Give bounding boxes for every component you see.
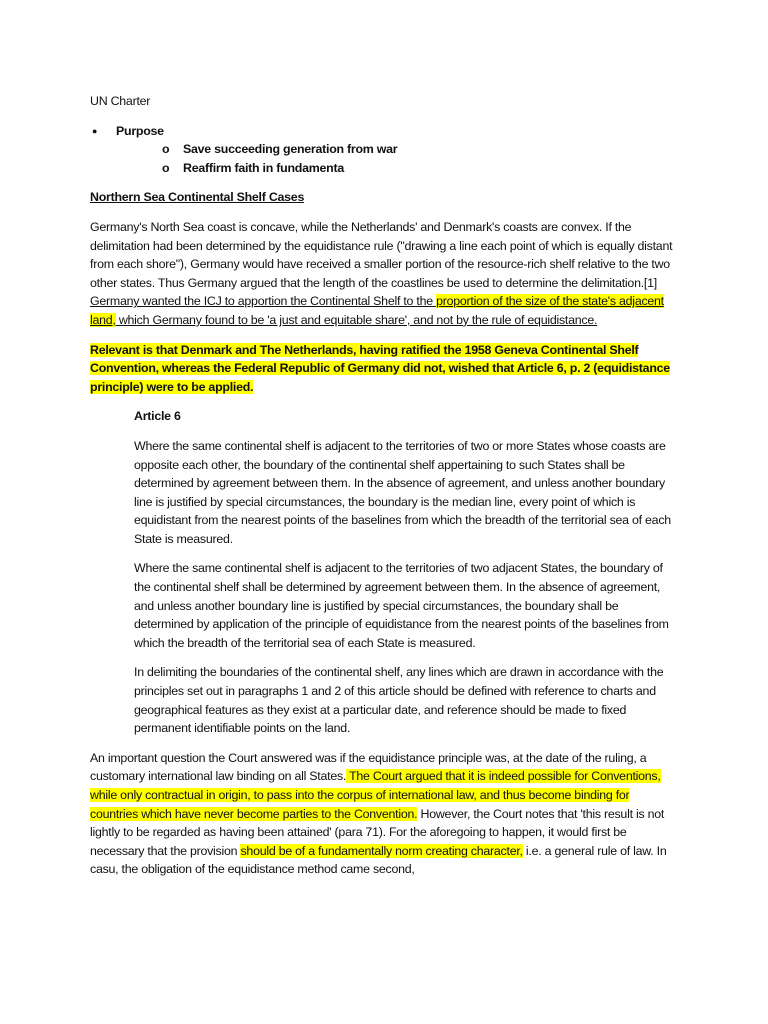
article-paragraph-2: Where the same continental shelf is adjacent to the territories of two adjacent States, the boundary of the continental shelf shall be determined by agreement between them. In the absence of agreement, and unless another boundary line is justified by special circumstances, the boundary shall be determined by application of the principle of equidistance from the nearest points of the baselines from which the breadth of the territorial sea of each State is measured. <box>134 561 669 650</box>
paragraph-germany-coast <box>90 218 676 330</box>
para1-text: Germany's North Sea coast is concave, while the Netherlands' and Denmark's coasts are convex. If the delimitation had been determined by the equidistance rule ("drawing a line each point of which is equally distant from each shore"), Germany would have received a smaller portion of the resource-rich shelf relative to the two other states. Thus Germany argued that the length of the coastlines be used to determine the delimitation.[1] <box>90 219 673 290</box>
article-paragraph-3: In delimiting the boundaries of the continental shelf, any lines which are drawn in accordance with the principles set out in paragraphs 1 and 2 of this article should be defined with reference to charts and geographical features as they exist at a particular date, and reference should be made to fixed permanent identifiable points on the land. <box>134 665 664 736</box>
sub-bullet-item: o Save succeeding generation from war <box>162 140 676 159</box>
article-paragraph-1: Where the same continental shelf is adjacent to the territories of two or more States whose coasts are opposite each other, the boundary of the continental shelf appertaining to such States shall be determined by agreement between them. In the absence of agreement, and unless another boundary line is justified by special circumstances, the boundary is the median line, every point of which is equidistant from the nearest points of the baselines from which the breadth of the territorial sea of each State is measured. <box>134 438 671 546</box>
bullet-purpose <box>90 122 676 178</box>
paragraph-relevant <box>90 341 676 397</box>
sub-bullet-list <box>116 140 676 177</box>
para3-text-2: However, the Court notes that 'this result is not lightly to be regarded as having been attained' (para 71). For the aforegoing to happen, it would first be necessary that the provision <box>90 806 665 858</box>
para1-underlined-2: which Germany found to be 'a just and equitable share', and not by the rule of equidistance. <box>115 312 598 327</box>
document-page <box>90 92 676 890</box>
para2-highlighted: Relevant is that Denmark and The Netherlands, having ratified the 1958 Geneva Continental Shelf Convention, whereas the Federal Republic of Germany did not, wished that Article 6, p. 2 (equidistance principle) were to be applied. <box>90 342 670 394</box>
para3-highlight-2: should be of a fundamentally norm creating character, <box>240 843 523 858</box>
para3-text-1: An important question the Court answered was if the equidistance principle was, at the date of the ruling, a customary international law binding on all States. <box>90 750 647 784</box>
heading-un-charter: UN Charter <box>90 94 151 108</box>
bullet-list <box>90 122 676 178</box>
sub-bullet-item: o Reaffirm faith in fundamenta <box>162 159 676 178</box>
para3-highlight-1: The Court argued that it is indeed possible for Conventions, while only contractual in origin, to pass into the corpus of international law, and thus become binding for countries which have never become parties to the Convention. <box>90 769 661 821</box>
section-title: Northern Sea Continental Shelf Cases <box>90 190 305 205</box>
para1-highlighted-underlined: proportion of the size of the state's adjacent land, <box>90 294 664 327</box>
para1-underlined-1: Germany wanted the ICJ to apportion the Continental Shelf to the <box>90 294 437 309</box>
article-6-block <box>134 407 676 738</box>
paragraph-important-question <box>90 749 676 879</box>
para3-text-3: i.e. a general rule of law. In casu, the obligation of the equidistance method came second, <box>90 843 667 877</box>
bullet-purpose-label: Purpose <box>116 123 164 138</box>
article-title: Article 6 <box>134 409 181 424</box>
